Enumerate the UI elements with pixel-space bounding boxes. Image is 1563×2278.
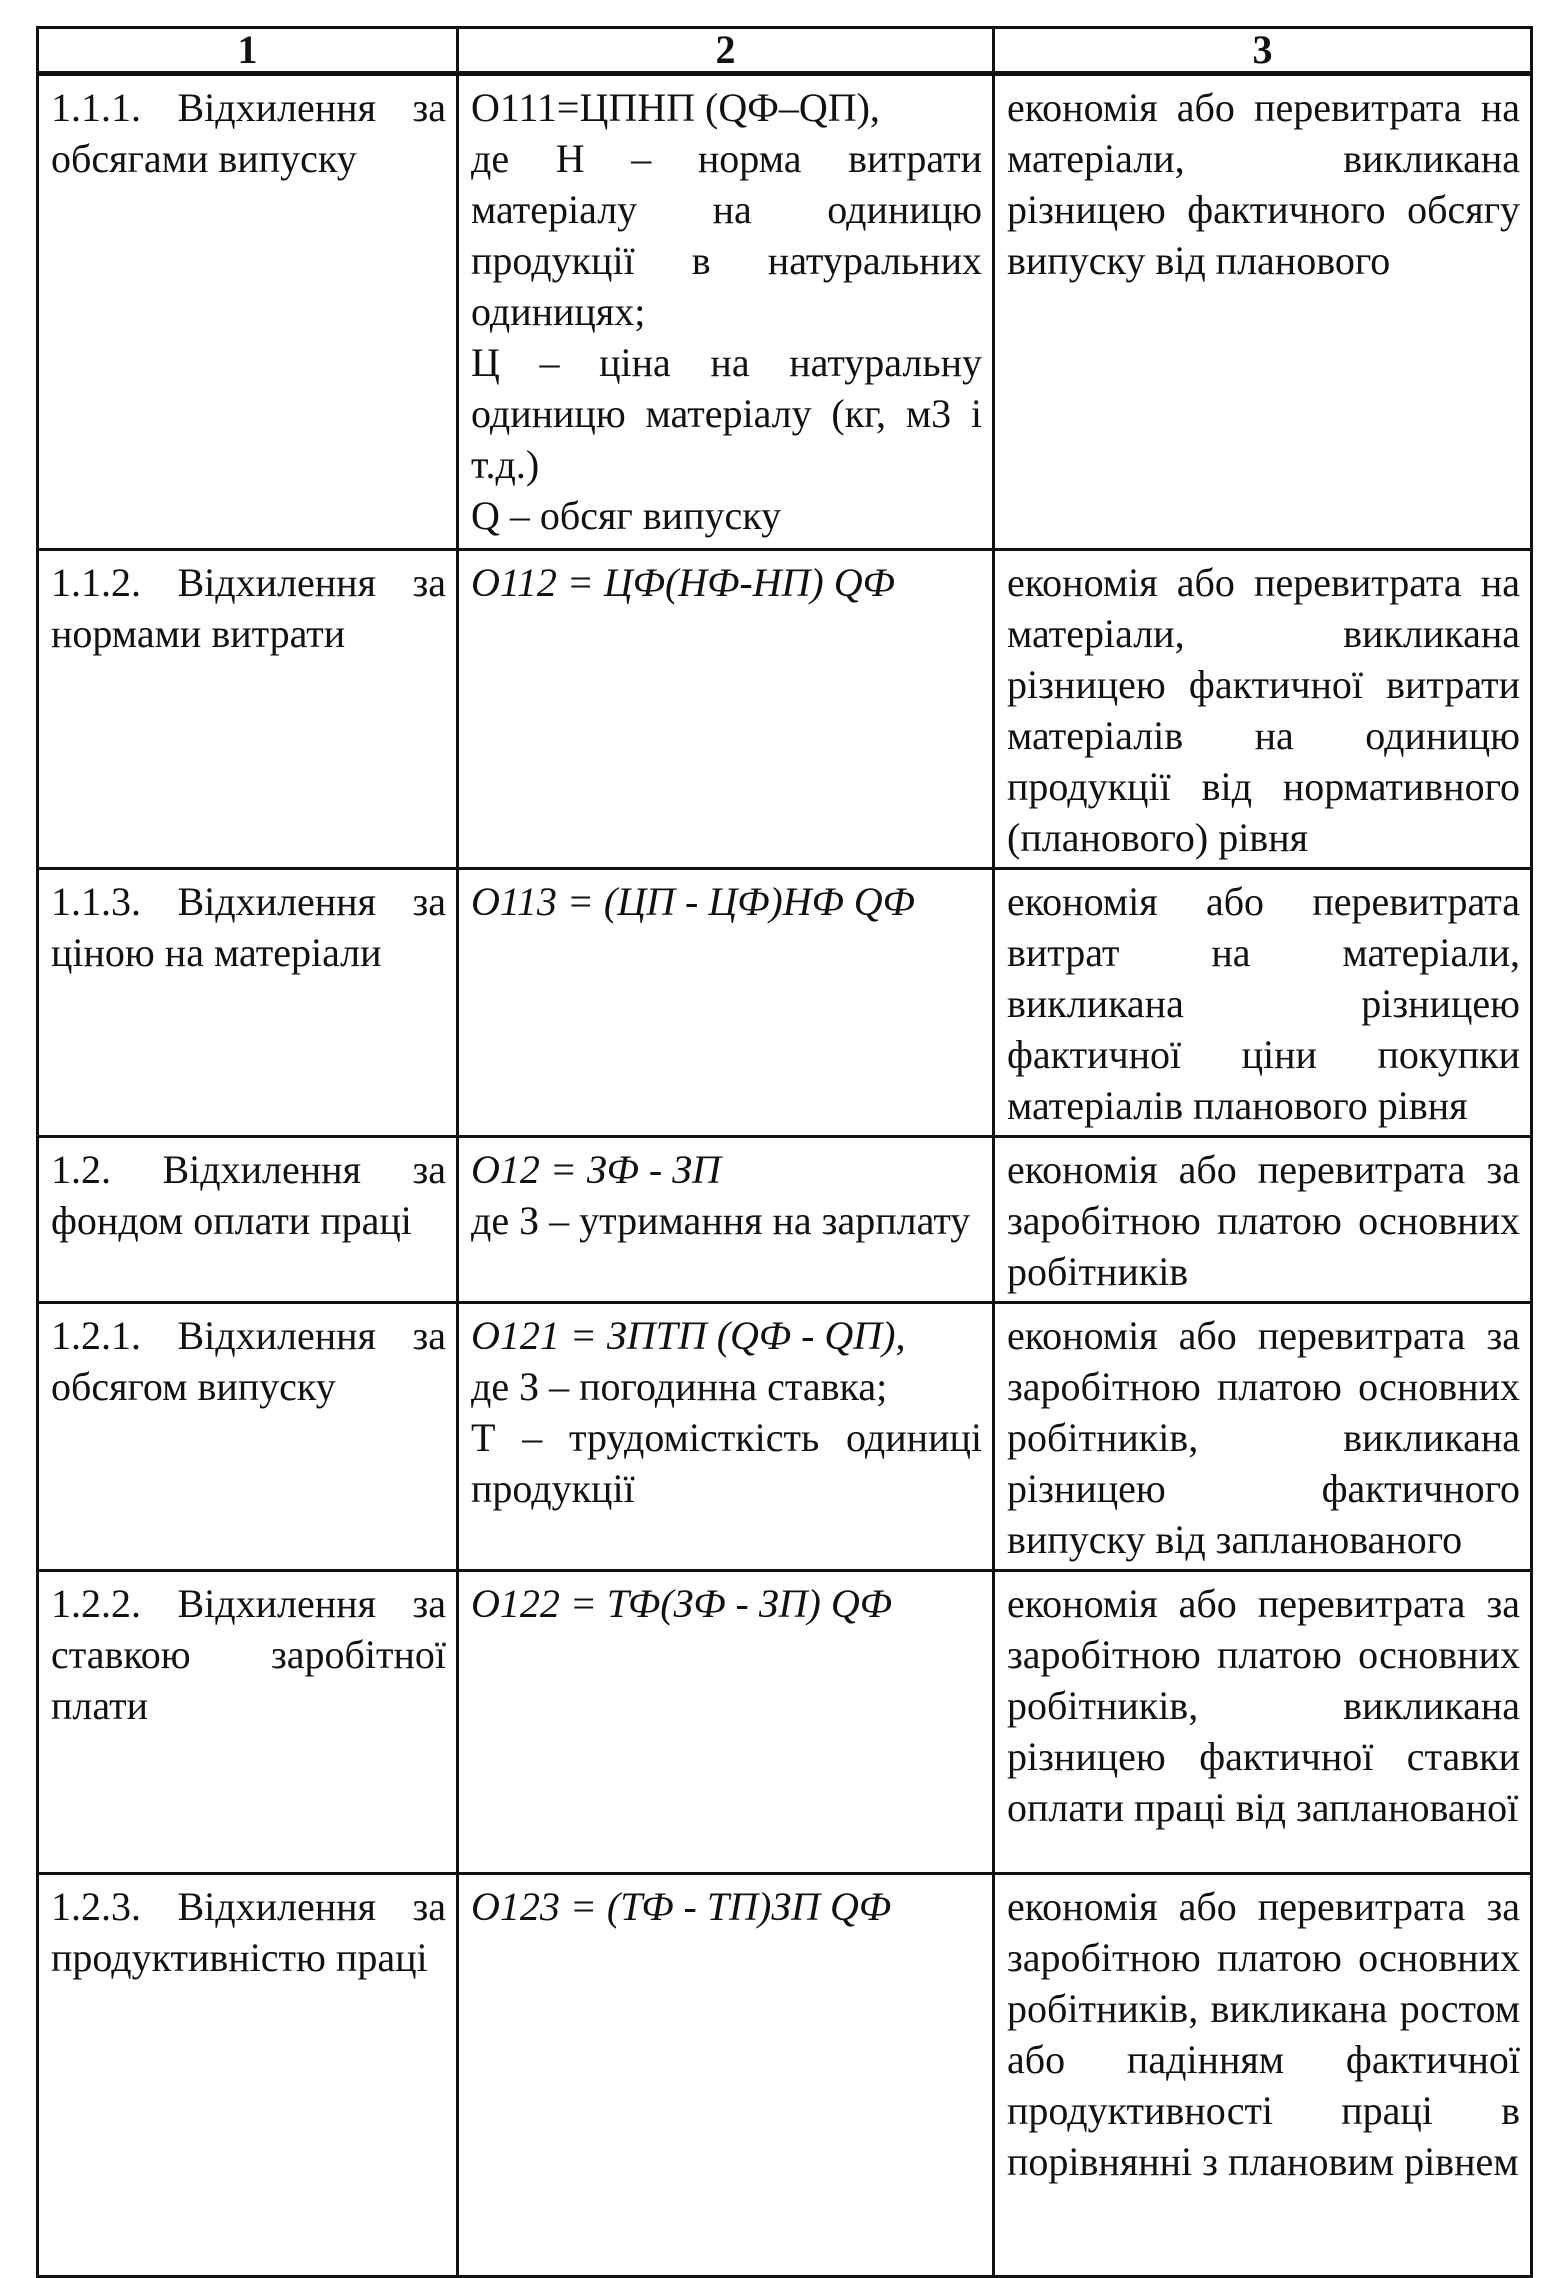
variance-table: [36, 26, 1533, 2278]
variance-name-cell: 1.1.2. Відхилення за нормами витрати: [38, 550, 458, 869]
formula-note: де З – погодинна ставка;: [471, 1364, 888, 1409]
table-row: [38, 1303, 1532, 1571]
description-cell: економія або перевитрата на матеріали, викликана різницею фактичної витрати матеріалів на одиницю продукції від нормативного (планового) рівня: [994, 550, 1532, 869]
formula-note: де Н – норма витрати матеріалу на одиницю продукції в натуральних одиницях;: [471, 136, 982, 334]
header-row: [38, 28, 1532, 74]
description-cell: економія або перевитрата за заробітною платою основних робітників: [994, 1137, 1532, 1303]
formula: О122 = ТФ(ЗФ - ЗП) QФ: [471, 1581, 892, 1626]
table-row: [38, 1571, 1532, 1874]
formula-cell: [458, 1874, 994, 2277]
column-header-1: 1: [38, 28, 458, 74]
formula-note: Т – трудомісткість одиниці продукції: [471, 1415, 982, 1511]
description-cell: економія або перевитрата на матеріали, викликана різницею фактичного обсягу випуску від планового: [994, 74, 1532, 550]
formula-cell: [458, 74, 994, 550]
table-row: [38, 1137, 1532, 1303]
formula: О121 = ЗПТП (QФ - QП),: [471, 1313, 906, 1358]
variance-name-cell: 1.2.3. Відхилення за продуктивністю праці: [38, 1874, 458, 2277]
formula-cell: [458, 1571, 994, 1874]
variance-name-cell: 1.2.1. Відхилення за обсягом випуску: [38, 1303, 458, 1571]
formula-cell: [458, 1303, 994, 1571]
description-cell: економія або перевитрата витрат на матеріали, викликана різницею фактичної ціни покупки матеріалів планового рівня: [994, 869, 1532, 1137]
description-cell: економія або перевитрата за заробітною платою основних робітників, викликана різницею фактичного випуску від запланованого: [994, 1303, 1532, 1571]
description-cell: економія або перевитрата за заробітною платою основних робітників, викликана ростом або падінням фактичної продуктивності праці в порівнянні з плановим рівнем: [994, 1874, 1532, 2277]
column-header-2: 2: [458, 28, 994, 74]
table-row: [38, 74, 1532, 550]
column-header-3: 3: [994, 28, 1532, 74]
formula: О123 = (ТФ - ТП)ЗП QФ: [471, 1884, 892, 1929]
formula-cell: [458, 550, 994, 869]
formula: О111=ЦПНП (QФ–QП),: [471, 85, 880, 130]
variance-name-cell: 1.1.3. Відхилення за ціною на матеріали: [38, 869, 458, 1137]
table-row: [38, 1874, 1532, 2277]
description-cell: економія або перевитрата за заробітною платою основних робітників, викликана різницею фактичної ставки оплати праці від запланованої: [994, 1571, 1532, 1874]
formula: О113 = (ЦП - ЦФ)НФ QФ: [471, 879, 915, 924]
variance-name-cell: 1.2. Відхилення за фондом оплати праці: [38, 1137, 458, 1303]
formula-cell: [458, 869, 994, 1137]
formula-note: де З – утримання на зарплату: [471, 1198, 971, 1243]
formula: О12 = ЗФ - ЗП: [471, 1147, 721, 1192]
formula-note: Q – обсяг випуску: [471, 493, 782, 538]
variance-name-cell: 1.1.1. Відхилення за обсягами випуску: [38, 74, 458, 550]
formula: О112 = ЦФ(НФ-НП) QФ: [471, 560, 895, 605]
table-row: [38, 550, 1532, 869]
variance-name-cell: 1.2.2. Відхилення за ставкою заробітної плати: [38, 1571, 458, 1874]
formula-cell: [458, 1137, 994, 1303]
formula-note: Ц – ціна на натуральну одиницю матеріалу (кг, м3 і т.д.): [471, 340, 982, 487]
table-row: [38, 869, 1532, 1137]
